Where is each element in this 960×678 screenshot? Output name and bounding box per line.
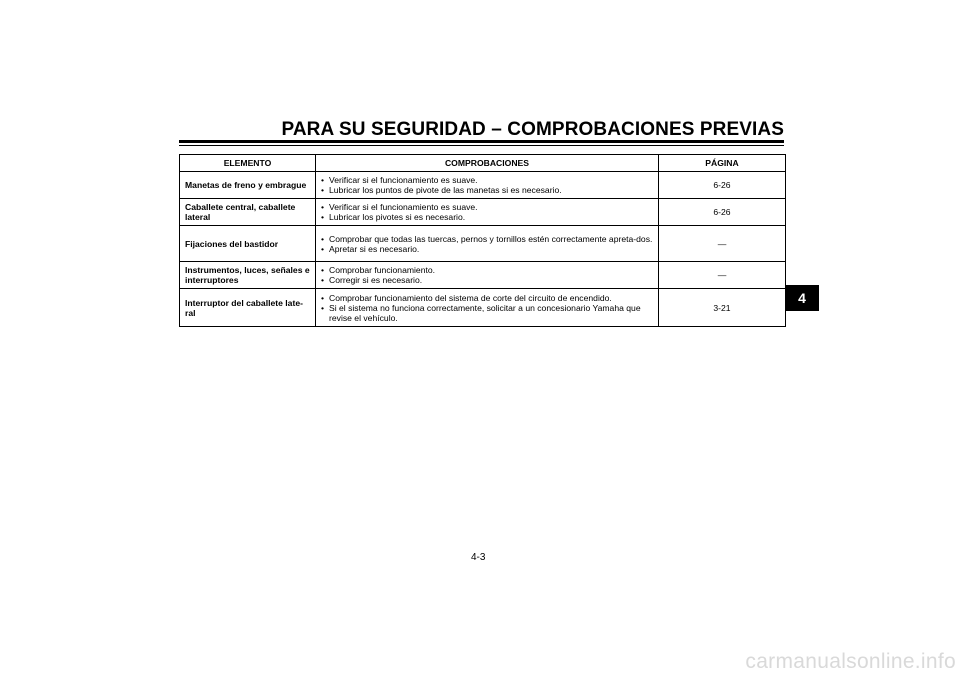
check-bullet: • Verificar si el funcionamiento es suave. [321,175,654,185]
column-header-page: PÁGINA [659,155,786,172]
chapter-tab: 4 [785,285,819,311]
checks-cell [316,289,659,327]
column-header-item: ELEMENTO [180,155,316,172]
item-cell: Instrumentos, luces, señales e interruptores [180,262,316,289]
page-reference: 3-21 [659,289,786,327]
pre-operation-checks-table [179,154,786,327]
column-header-checks: COMPROBACIONES [316,155,659,172]
table-header-row [180,155,786,172]
checks-cell [316,262,659,289]
check-bullet: • Lubricar los puntos de pivote de las manetas si es necesario. [321,185,654,195]
table-row [180,172,786,199]
title-rule-thin [179,145,784,146]
item-cell: Caballete central, caballete lateral [180,199,316,226]
check-bullet: • Lubricar los pivotes si es necesario. [321,212,654,222]
page-reference: — [659,226,786,262]
checks-cell [316,199,659,226]
table-row [180,262,786,289]
page-title: PARA SU SEGURIDAD – COMPROBACIONES PREVIAS [281,119,784,140]
check-bullet: • Comprobar funcionamiento del sistema de corte del circuito de encendido. [321,293,654,303]
check-bullet: • Verificar si el funcionamiento es suave. [321,202,654,212]
page-reference: — [659,262,786,289]
watermark: carmanualsonline.info [745,650,956,673]
item-cell: Fijaciones del bastidor [180,226,316,262]
check-bullet: • Comprobar funcionamiento. [321,265,654,275]
page-reference: 6-26 [659,199,786,226]
check-bullet: • Comprobar que todas las tuercas, pernos y tornillos estén correctamente apreta-dos. [321,234,654,244]
table-row [180,226,786,262]
table-row [180,199,786,226]
title-rule-thick [179,140,784,143]
checks-cell [316,172,659,199]
check-bullet: • Corregir si es necesario. [321,275,654,285]
check-bullet: • Si el sistema no funciona correctamente, solicitar a un concesionario Yamaha que revise el vehículo. [321,303,654,323]
page-number: 4-3 [471,552,486,563]
checks-cell [316,226,659,262]
item-cell: Interruptor del caballete late-ral [180,289,316,327]
table-row [180,289,786,327]
page-reference: 6-26 [659,172,786,199]
item-cell: Manetas de freno y embrague [180,172,316,199]
check-bullet: • Apretar si es necesario. [321,244,654,254]
